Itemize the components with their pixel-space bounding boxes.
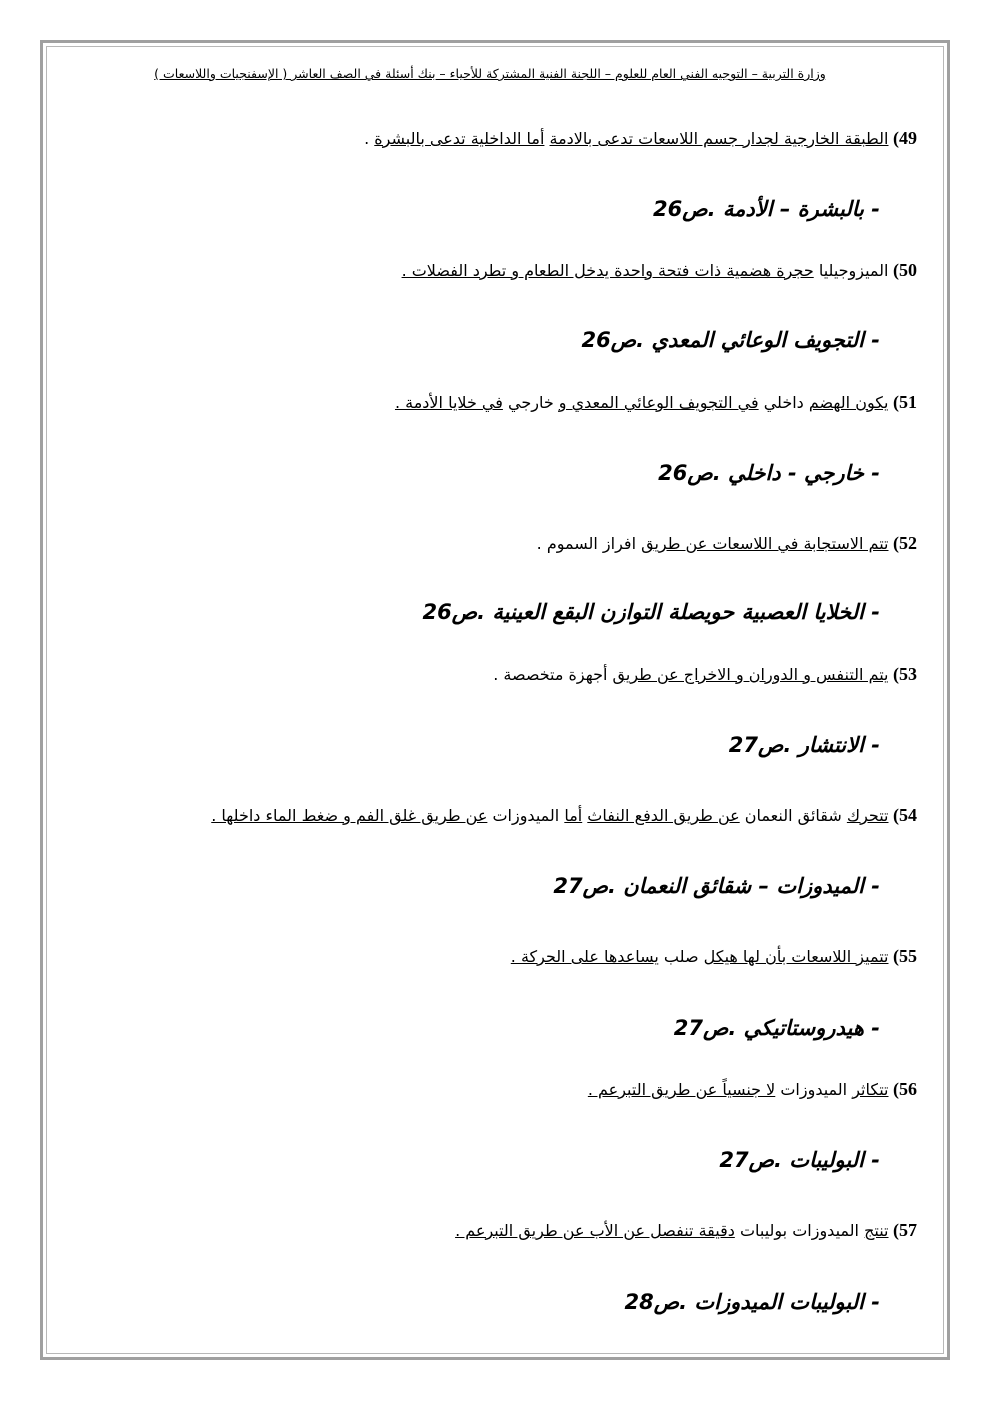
question-text-segment: داخلي: [758, 393, 809, 412]
question-54: [211, 805, 917, 826]
question-number: 50): [888, 260, 917, 280]
question-number: 57): [888, 1220, 917, 1240]
answer-50: - التجويف الوعائي المعدي .ص26: [581, 328, 880, 352]
question-55: [511, 946, 917, 967]
question-text-segment: افراز السموم .: [536, 534, 642, 553]
answer-56: - البوليبات .ص27: [719, 1148, 880, 1172]
question-text-segment: يساعدها على الحركة .: [510, 947, 659, 966]
question-text-segment: عن طريق الدفع النفاث: [587, 806, 740, 825]
answer-53: - الانتشار .ص27: [728, 733, 880, 757]
question-text-segment: أجهزة متخصصة .: [493, 665, 613, 684]
question-text-segment: تنتج: [864, 1221, 889, 1240]
question-number: 49): [888, 128, 917, 148]
question-52: [537, 533, 917, 554]
question-text-segment: الميدوزات: [487, 806, 565, 825]
question-text-segment: الميدوزات بوليبات: [734, 1221, 865, 1240]
question-number: 55): [888, 946, 917, 966]
answer-54: - الميدوزات – شقائق النعمان .ص27: [553, 874, 880, 898]
question-text-segment: خارجي: [502, 393, 559, 412]
question-text-segment: يتم التنفس و الدوران و الاخراج عن طريق: [612, 665, 889, 684]
question-51: [395, 392, 917, 413]
question-text-segment: تتم الاستجابة في اللاسعات عن طريق: [641, 534, 889, 553]
page-header: وزارة التربية – التوجيه الفني العام للعلوم – اللجنة الفنية المشتركة للأحياء – بنك أسئلة في الصف العاشر ( الإسفنجيات واللاسعات ): [154, 66, 826, 81]
question-49: [364, 128, 917, 149]
question-text-segment: دقيقة تنفصل عن الأب عن طريق التبرعم .: [455, 1221, 735, 1240]
question-text-segment: في التجويف الوعائي المعدي و: [558, 393, 759, 412]
question-text-segment: تتكاثر: [852, 1080, 889, 1099]
question-number: 56): [888, 1079, 917, 1099]
question-56: [588, 1079, 917, 1100]
answer-51: - خارجي - داخلي .ص26: [658, 461, 880, 485]
question-50: [402, 260, 917, 281]
answer-55: - هيدروستاتيكي .ص27: [673, 1016, 880, 1040]
answer-57: - البوليبات الميدوزات .ص28: [624, 1290, 880, 1314]
question-text-segment: أما الداخلية تدعى بالبشرة: [374, 129, 545, 148]
question-text-segment: صلب: [658, 947, 704, 966]
question-text-segment: الطبقة الخارجية لجدار جسم اللاسعات تدعى بالادمة: [549, 129, 889, 148]
answer-52: - الخلايا العصبية حويصلة التوازن البقع العينية .ص26: [422, 600, 880, 624]
question-text-segment: الميدوزات: [775, 1080, 853, 1099]
answer-49: - بالبشرة – الأدمة .ص26: [652, 197, 880, 221]
question-text-segment: لا جنسياً عن طريق التبرعم .: [587, 1080, 776, 1099]
question-text-segment: يكون الهضم: [808, 393, 889, 412]
question-text-segment: عن طريق غلق الفم و ضغط الماء داخلها .: [211, 806, 488, 825]
question-text-segment: شقائق النعمان: [739, 806, 847, 825]
question-number: 54): [888, 805, 917, 825]
question-number: 52): [888, 533, 917, 553]
question-text-segment: أما: [564, 806, 583, 825]
question-text-segment: الميزوجيليا: [813, 261, 889, 280]
question-53: [493, 664, 917, 685]
question-text-segment: .: [364, 129, 375, 148]
question-text-segment: حجرة هضمية ذات فتحة واحدة يدخل الطعام و تطرد الفضلات .: [401, 261, 814, 280]
question-text-segment: تتميز اللاسعات بأن لها هيكل: [703, 947, 889, 966]
question-text-segment: في خلايا الأدمة .: [394, 393, 503, 412]
question-57: [455, 1220, 917, 1241]
question-number: 53): [888, 664, 917, 684]
question-number: 51): [888, 392, 917, 412]
question-text-segment: تتحرك: [846, 806, 889, 825]
